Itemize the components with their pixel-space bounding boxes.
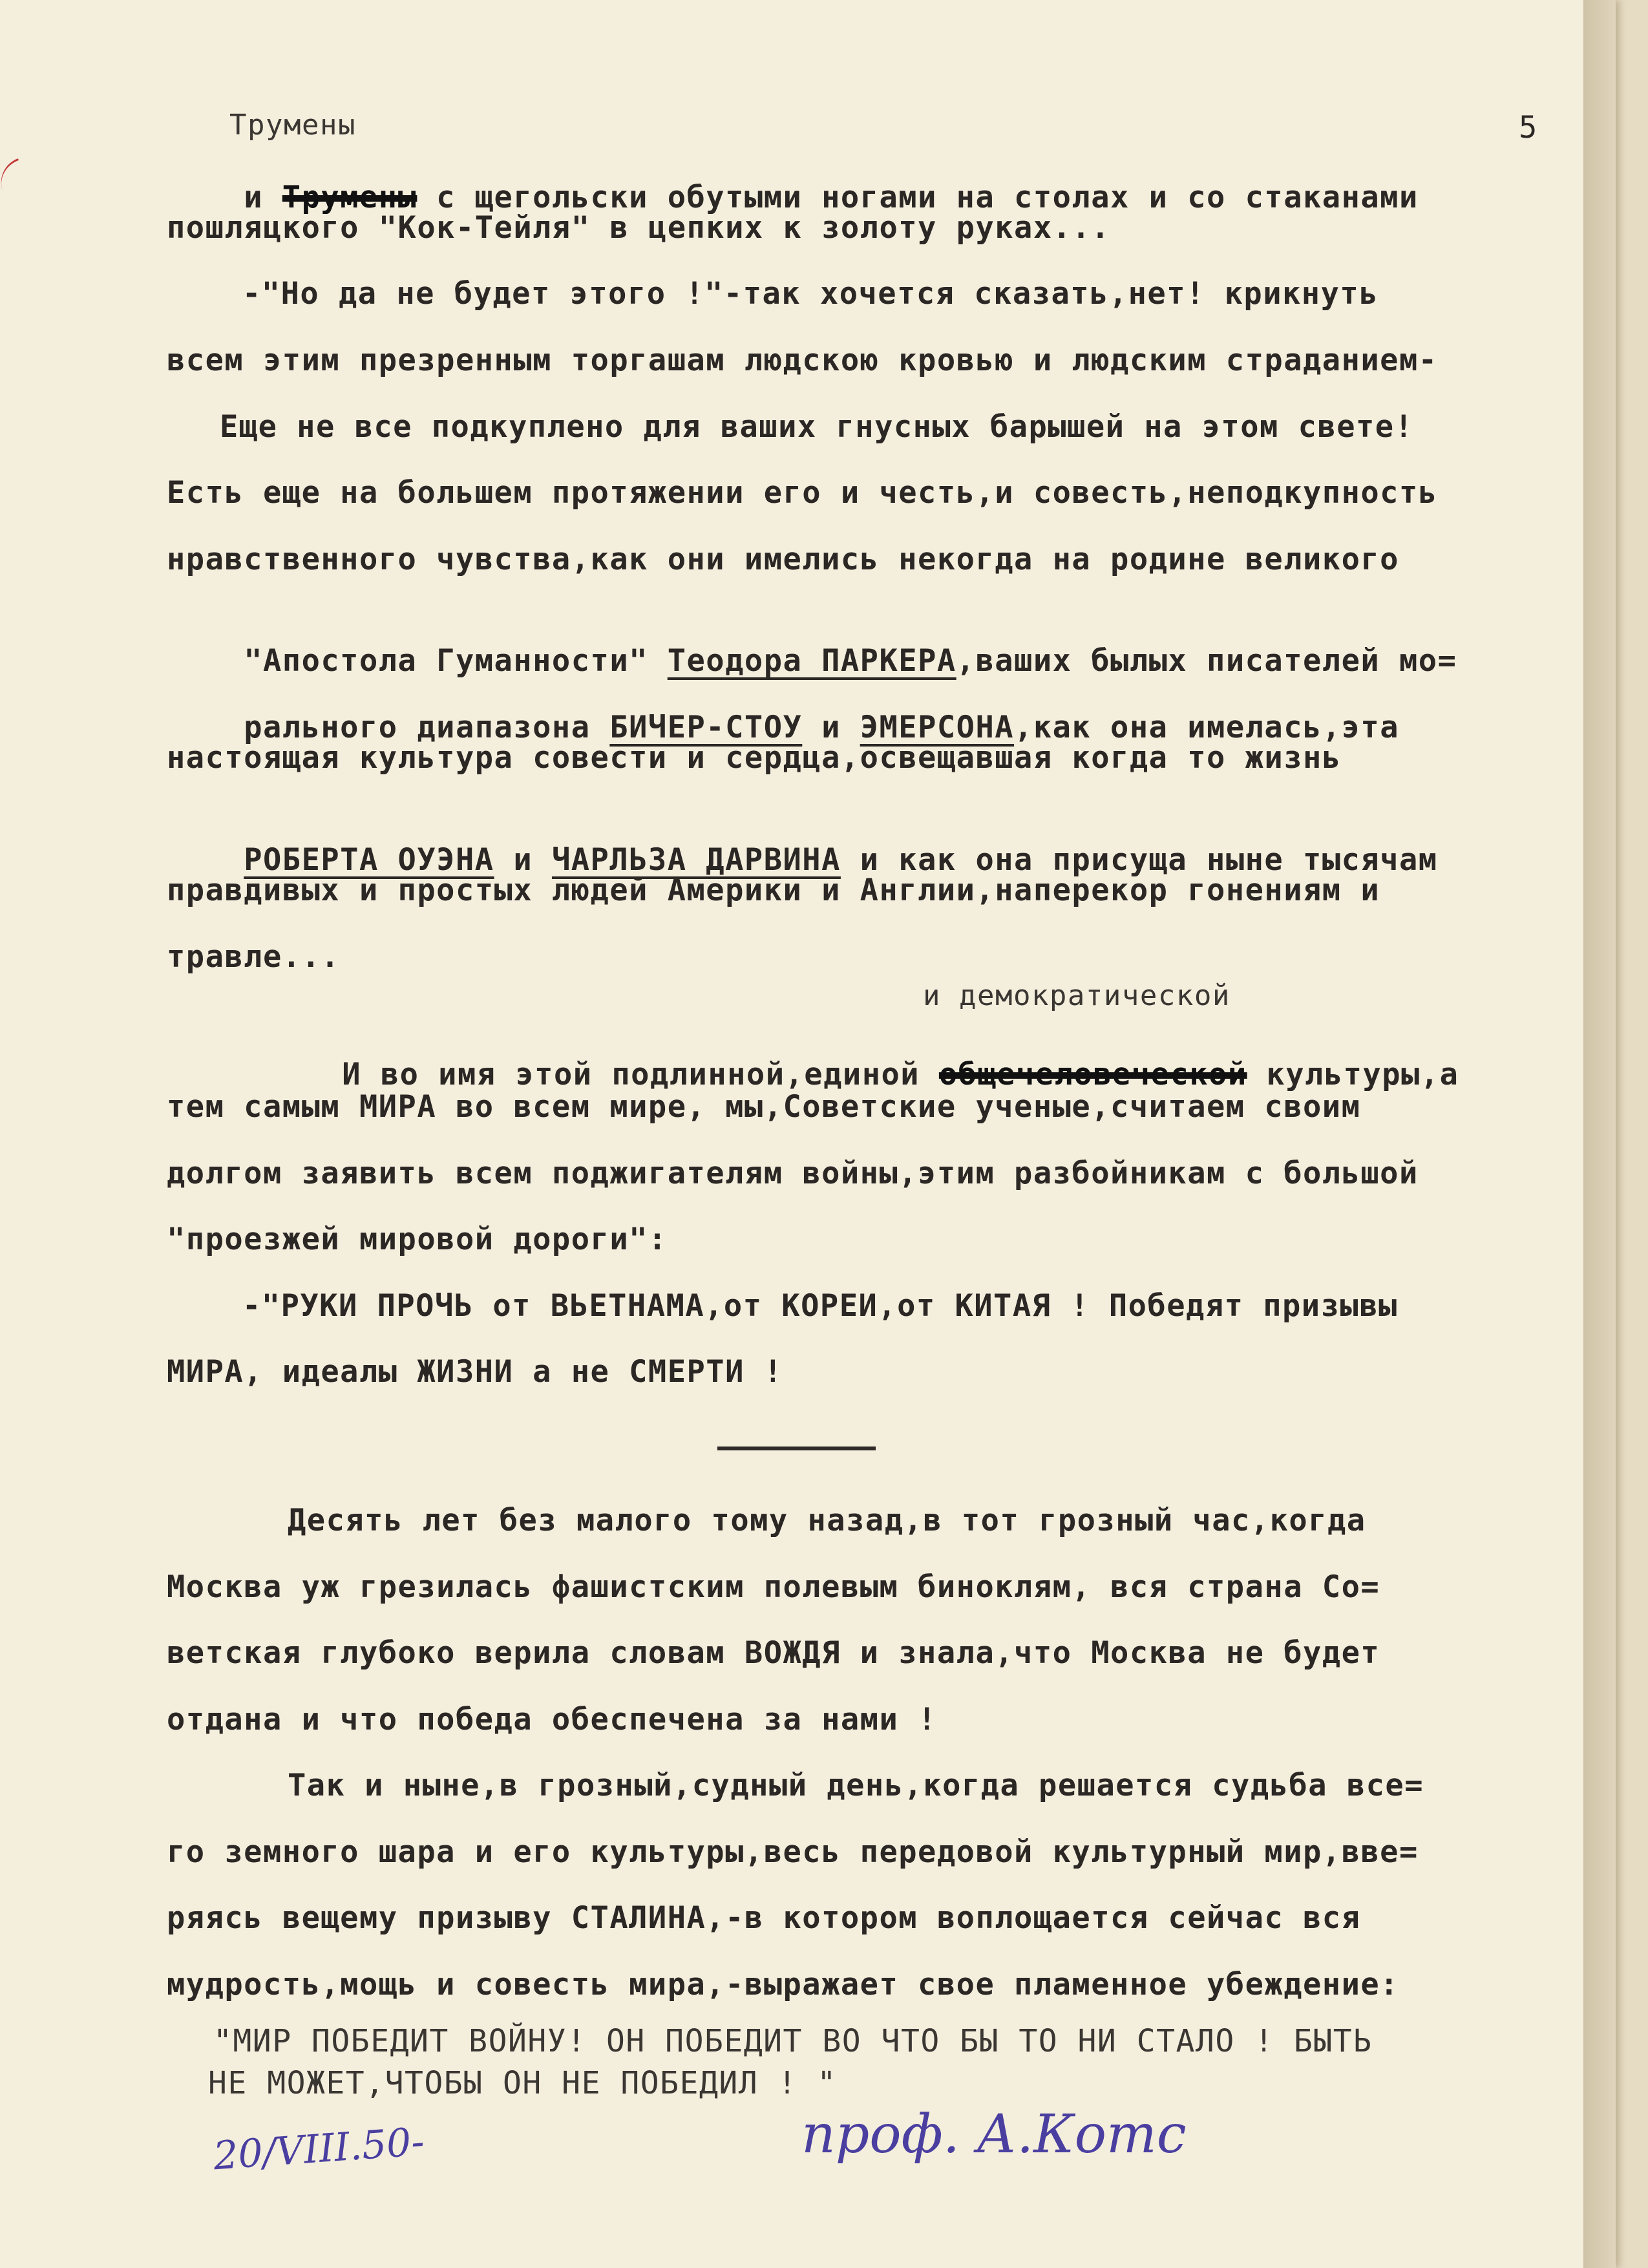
underlined-name-beecher-stowe: БИЧЕР-СТОУ xyxy=(609,710,803,745)
text-line-4: всем этим презренным торгашам людскою кровью и людским страданием- xyxy=(167,343,1438,378)
text-line-19: МИРА, идеалы ЖИЗНИ а не СМЕРТИ ! xyxy=(167,1354,783,1390)
underlined-name-owen: РОБЕРТА ОУЭНА xyxy=(244,842,494,878)
text-line-15: тем самым МИРА во всем мире, мы,Советские ученые,считаем своим xyxy=(167,1089,1361,1125)
underlined-name-emerson: ЭМЕРСОНА xyxy=(860,710,1015,745)
text-line-27: мудрость,мощь и совесть мира,-выражает свое пламенное убеждение: xyxy=(167,1967,1399,2002)
text-line-10: настоящая культура совести и сердца,освещавшая когда то жизнь xyxy=(167,740,1342,776)
text-line-18: -"РУКИ ПРОЧЬ от ВЬЕТНАМА,от КОРЕИ,от КИТАЯ ! Победят призывы xyxy=(242,1288,1398,1324)
line-8-a: "Апостола Гуманности" xyxy=(244,643,668,679)
text-line-13: травле... xyxy=(167,939,341,975)
line-9-b: и xyxy=(802,710,860,745)
underlined-name-darwin: ЧАРЛЬЗА ДАРВИНА xyxy=(551,842,841,878)
text-line-16: долгом заявить всем поджигателям войны,этим разбойникам с большой xyxy=(167,1156,1419,1191)
margin-mark xyxy=(0,158,32,206)
struck-word-2: общечеловеческой xyxy=(938,1057,1247,1092)
line-9-c: ,как она имелась,эта xyxy=(1014,710,1399,745)
handwritten-date: 20/VIII.50- xyxy=(211,2119,426,2179)
text-line-5: Еще не все подкуплено для ваших гнусных барышей на этом свете! xyxy=(220,409,1414,445)
text-line-25: го земного шара и его культуры,весь передовой культурный мир,вве= xyxy=(167,1834,1419,1870)
text-line-21: Москва уж грезилась фашистским полевым биноклям, вся страна Со= xyxy=(167,1569,1380,1605)
line-1-a: и xyxy=(244,180,282,215)
text-line-6: Есть еще на большем протяжении его и честь,и совесть,неподкупность xyxy=(167,475,1438,511)
line-8-b: ,ваших былых писателей мо= xyxy=(956,643,1457,679)
page-number: 5 xyxy=(1519,110,1538,145)
insert-word: Трумены xyxy=(229,109,356,142)
text-line-17: "проезжей мировой дороги": xyxy=(167,1222,668,1257)
text-line-26: ряясь вещему призыву СТАЛИНА,-в котором воплощается сейчас вся xyxy=(167,1900,1361,1936)
line-9-a: рального диапазона xyxy=(244,710,610,745)
section-divider xyxy=(717,1447,876,1450)
line-14-a: И во имя этой подлинной,единой xyxy=(342,1057,939,1092)
text-line-12: правдивых и простых людей Америки и Англии,наперекор гонениям и xyxy=(167,873,1380,908)
text-line-23: отдана и что победа обеспечена за нами ! xyxy=(167,1702,937,1737)
line-14-b: культуры,а xyxy=(1247,1057,1459,1092)
struck-word: Трумены xyxy=(282,180,417,215)
text-line-20: Десять лет без малого тому назад,в тот грозный час,когда xyxy=(288,1503,1366,1538)
text-line-2: пошляцкого "Кок-Тейля" в цепких к золоту руках... xyxy=(167,210,1111,246)
text-line-28: "МИР ПОБЕДИТ ВОЙНУ! ОН ПОБЕДИТ ВО ЧТО БЫ ТО НИ СТАЛО ! БЫТЬ xyxy=(213,2023,1373,2059)
line-11-b: и как она присуща ныне тысячам xyxy=(840,842,1438,878)
line-11-a: и xyxy=(494,842,552,878)
text-line-22: ветская глубоко верила словам ВОЖДЯ и знала,что Москва не будет xyxy=(167,1635,1380,1671)
underlined-name-parker: Теодора ПАРКЕРА xyxy=(667,643,956,679)
handwritten-signature: проф. А.Котс xyxy=(801,2104,1187,2165)
text-line-3: -"Но да не будет этого !"-так хочется сказать,нет! крикнуть xyxy=(242,276,1379,312)
text-line-29: НЕ МОЖЕТ,ЧТОБЫ ОН НЕ ПОБЕДИЛ ! " xyxy=(208,2065,837,2101)
line-1-b: с щегольски обутыми ногами на столах и со стаканами xyxy=(417,180,1419,215)
text-line-24: Так и ныне,в грозный,судный день,когда решается судьба все= xyxy=(288,1768,1424,1803)
text-line-7: нравственного чувства,как они имелись некогда на родине великого xyxy=(167,542,1399,577)
handwritten-insert-typed: и демократической xyxy=(923,979,1231,1012)
